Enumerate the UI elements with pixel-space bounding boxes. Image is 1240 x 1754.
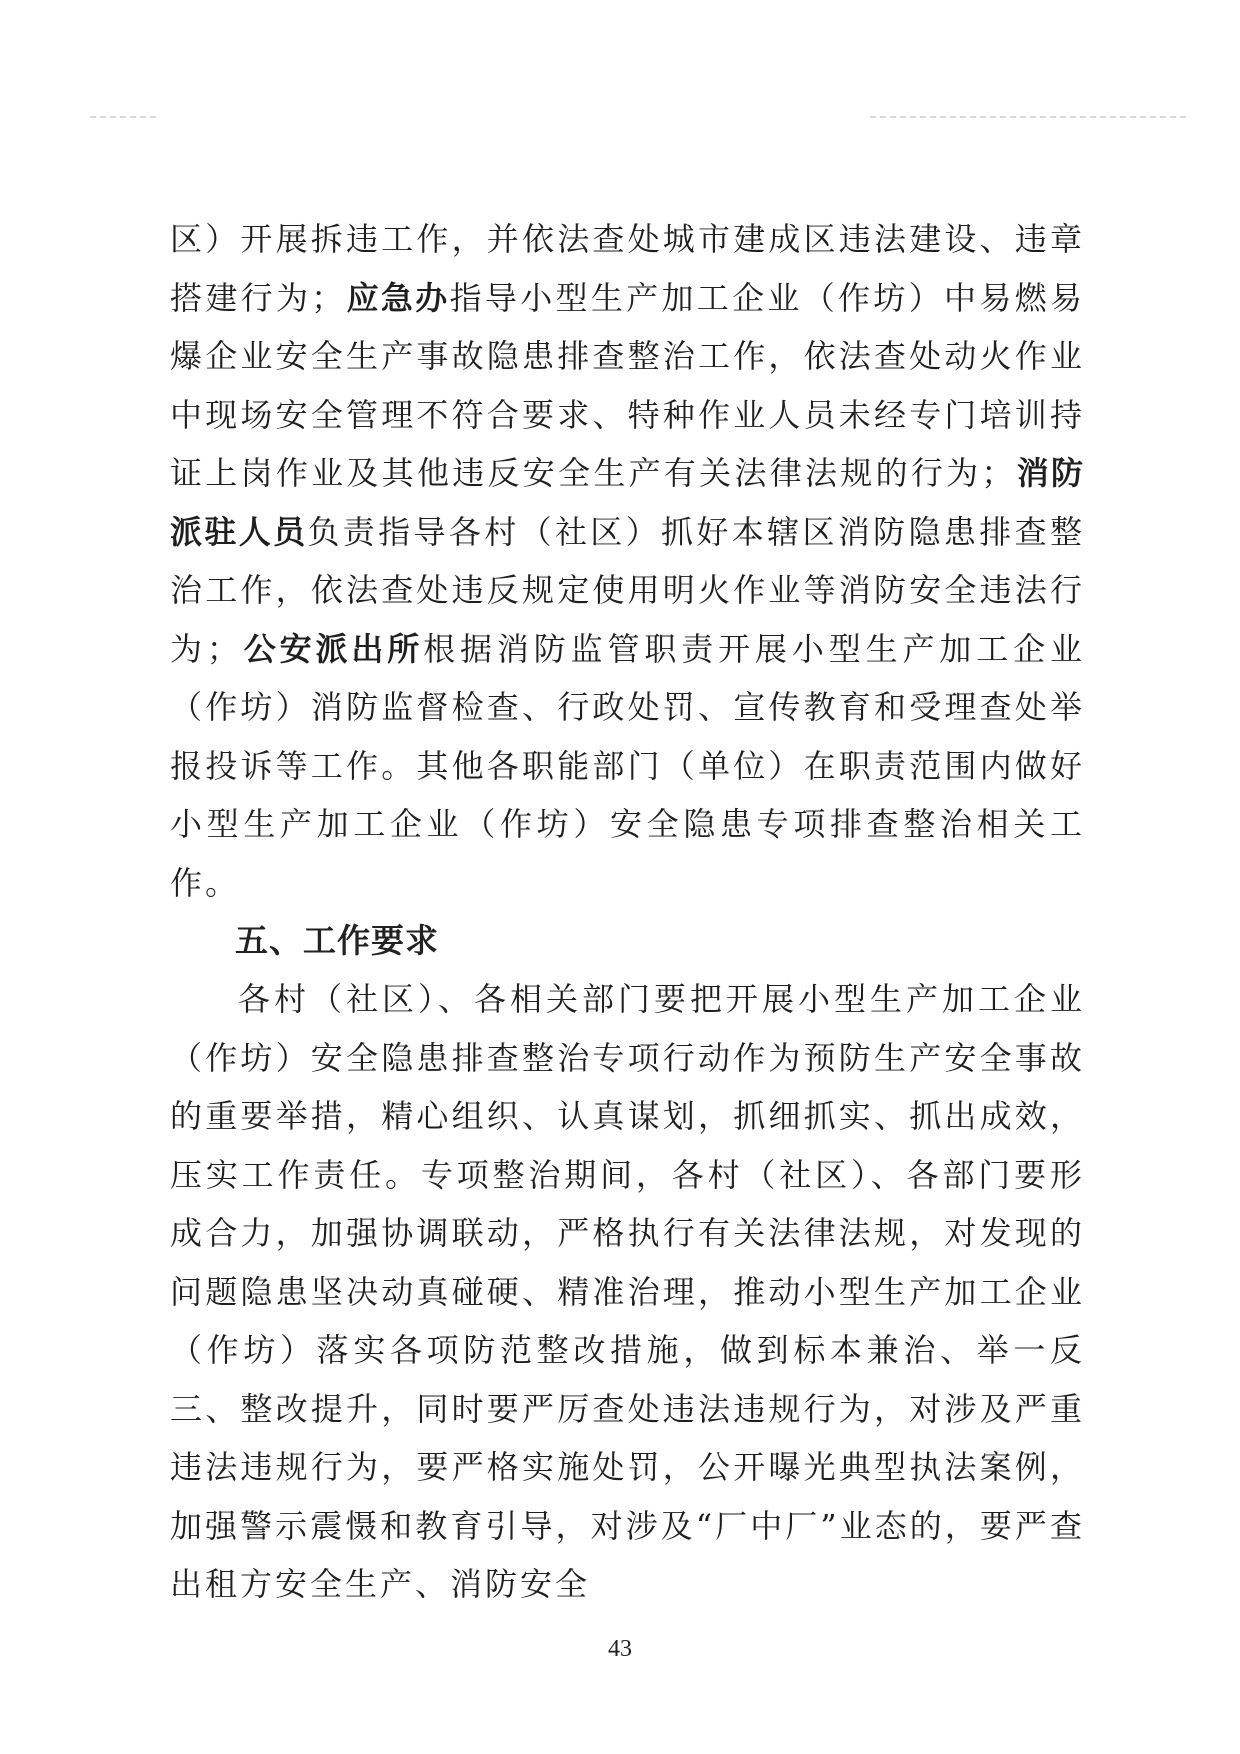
bold-dept-police-station: 公安派出所 [241,629,424,668]
text-segment: 区）开展拆违工作，并依法查处城市建成区违法建设、违章搭建行为； [170,220,1085,317]
bold-dept-fire-personnel: 消防派驻人员 [170,454,1085,551]
text-segment: 指导小型生产加工企业（作坊）中易燃易爆企业安全生产事故隐患排查整治工作，依法查处动火作业中现场安全管理不符合要求、特种作业人员未经专门培训持证上岗作业及其他违反安全生产有关法律法规的行为； [170,278,1085,492]
section-heading-work-requirements: 五、工作要求 [235,921,439,960]
paragraph-work-requirements: 各村（社区）、各相关部门要把开展小型生产加工企业（作坊）安全隐患排查整治专项行动作为预防生产安全事故的重要举措，精心组织、认真谋划，抓细抓实、抓出成效，压实工作责任。专项整治期间，各村（社区）、各部门要形成合力，加强协调联动，严格执行有关法律法规，对发现的问题隐患坚决动真碰硬、精准治理，推动小型生产加工企业（作坊）落实各项防范整改措施，做到标本兼治、举一反三、整改提升，同时要严厉查处违法违规行为，对涉及严重违法违规行为，要严格实施处罚，公开曝光典型执法案例，加强警示震慑和教育引导，对涉及“厂中厂”业态的，要严查出租方安全生产、消防安全 [170,980,1085,1603]
text-segment: 根据消防监管职责开展小型生产加工企业（作坊）消防监督检查、行政处罚、宣传教育和受理查处举报投诉等工作。其他各职能部门（单位）在职责范围内做好小型生产加工企业（作坊）安全隐患专项排查整治相关工作。 [170,629,1085,902]
paragraph-responsibilities [170,210,1085,912]
bold-dept-emergency-office: 应急办 [346,278,450,317]
scan-artifact-left [90,116,160,118]
document-body [170,210,1085,1614]
page-number: 43 [608,1636,632,1662]
text-segment: 负责指导各村（社区）抓好本辖区消防隐患排查整治工作，依法查处违反规定使用明火作业等消防安全违法行为； [170,512,1085,668]
scan-artifact-right [870,116,1190,118]
